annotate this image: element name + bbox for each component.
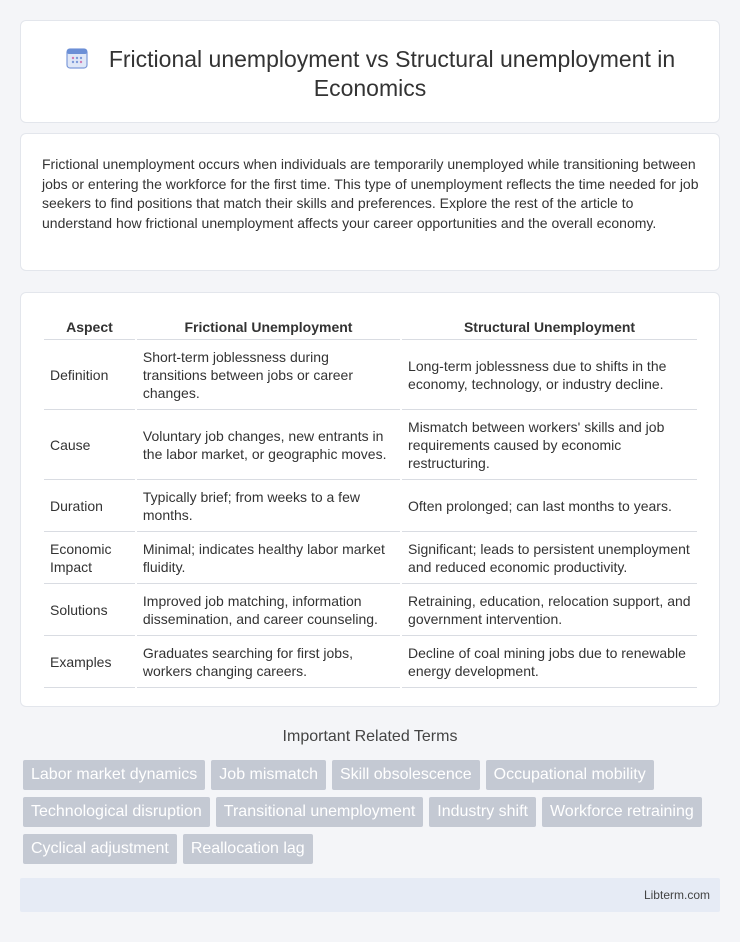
header-structural: Structural Unemployment	[402, 313, 697, 340]
table-row	[44, 636, 697, 688]
row-aspect: Definition	[44, 340, 135, 410]
table-row	[44, 532, 697, 584]
header-frictional: Frictional Unemployment	[137, 313, 400, 340]
title-card	[20, 20, 720, 123]
table-row	[44, 480, 697, 532]
row-frictional: Short-term joblessness during transitions between jobs or career changes.	[137, 340, 400, 410]
intro-paragraph: Frictional unemployment occurs when individuals are temporarily unemployed while transitioning between jobs or entering the workforce for the first time. This type of unemployment reflects the time needed for job seekers to find positions that match their skills and preferences. Explore the rest of the article to understand how frictional unemployment affects your career opportunities and the overall economy.	[42, 156, 699, 232]
row-structural: Significant; leads to persistent unemployment and reduced economic productivity.	[402, 532, 697, 584]
row-frictional: Minimal; indicates healthy labor market fluidity.	[137, 532, 400, 584]
related-term-tag[interactable]: Reallocation lag	[183, 834, 313, 864]
related-term-tag[interactable]: Skill obsolescence	[332, 760, 480, 790]
table-header-row	[44, 313, 697, 340]
related-terms-list	[23, 760, 723, 871]
calendar-icon	[65, 46, 89, 70]
related-term-tag[interactable]: Industry shift	[429, 797, 536, 827]
intro-card	[20, 133, 720, 271]
comparison-card	[20, 292, 720, 707]
row-frictional: Graduates searching for first jobs, workers changing careers.	[137, 636, 400, 688]
row-frictional: Typically brief; from weeks to a few months.	[137, 480, 400, 532]
row-aspect: Economic Impact	[44, 532, 135, 584]
row-frictional: Improved job matching, information dissemination, and career counseling.	[137, 584, 400, 636]
row-structural: Often prolonged; can last months to years.	[402, 480, 697, 532]
page-title-wrap	[21, 45, 719, 103]
related-term-tag[interactable]: Labor market dynamics	[23, 760, 205, 790]
related-term-tag[interactable]: Workforce retraining	[542, 797, 702, 827]
related-term-tag[interactable]: Transitional unemployment	[216, 797, 424, 827]
table-row	[44, 410, 697, 480]
footer-brand-link[interactable]: Libterm.com	[643, 888, 710, 902]
page-title: Frictional unemployment vs Structural unemployment in Economics	[108, 46, 676, 101]
related-terms-title: Important Related Terms	[282, 728, 458, 745]
row-structural: Long-term joblessness due to shifts in the economy, technology, or industry decline.	[402, 340, 697, 410]
row-aspect: Solutions	[44, 584, 135, 636]
table-row	[44, 340, 697, 410]
comparison-table	[42, 313, 699, 688]
table-row	[44, 584, 697, 636]
row-aspect: Cause	[44, 410, 135, 480]
related-term-tag[interactable]: Technological disruption	[23, 797, 210, 827]
related-term-tag[interactable]: Occupational mobility	[486, 760, 654, 790]
row-frictional: Voluntary job changes, new entrants in the labor market, or geographic moves.	[137, 410, 400, 480]
row-aspect: Examples	[44, 636, 135, 688]
header-aspect: Aspect	[44, 313, 135, 340]
related-term-tag[interactable]: Cyclical adjustment	[23, 834, 177, 864]
row-structural: Mismatch between workers' skills and job requirements caused by economic restructuring.	[402, 410, 697, 480]
row-aspect: Duration	[44, 480, 135, 532]
footer	[20, 878, 720, 912]
row-structural: Decline of coal mining jobs due to renewable energy development.	[402, 636, 697, 688]
related-term-tag[interactable]: Job mismatch	[211, 760, 326, 790]
row-structural: Retraining, education, relocation support, and government intervention.	[402, 584, 697, 636]
